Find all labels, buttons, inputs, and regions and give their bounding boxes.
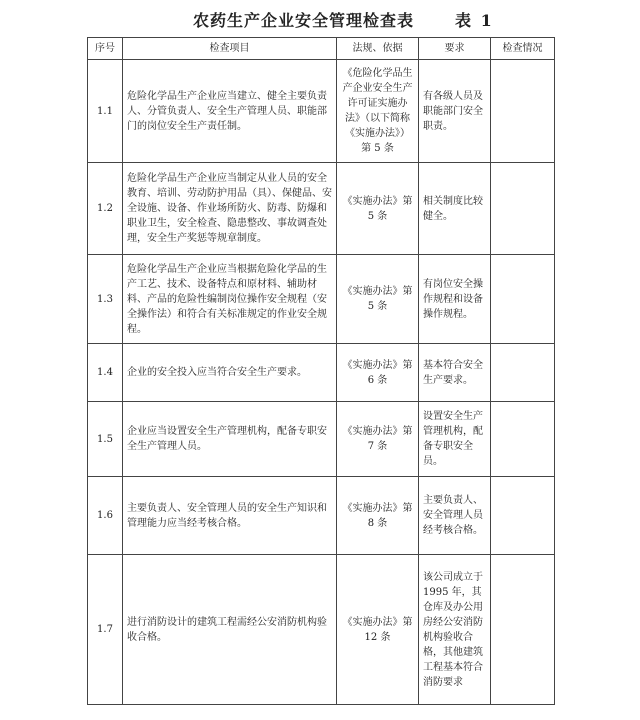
safety-check-table	[87, 37, 555, 705]
row-law: 《实施办法》第 5 条	[337, 255, 419, 344]
row-law: 《实施办法》第 6 条	[337, 344, 419, 402]
header-row	[88, 38, 555, 60]
table-row	[88, 163, 555, 255]
header-no: 序号	[88, 38, 123, 60]
row-no: 1.4	[88, 344, 123, 402]
row-result-cell[interactable]	[491, 60, 555, 163]
row-no: 1.6	[88, 477, 123, 555]
table-row	[88, 555, 555, 705]
table-row	[88, 344, 555, 402]
row-requirement: 基本符合安全生产要求。	[419, 344, 491, 402]
row-item: 企业的安全投入应当符合安全生产要求。	[123, 344, 337, 402]
header-requirement: 要求	[419, 38, 491, 60]
row-item: 危险化学品生产企业应当制定从业人员的安全教育、培训、劳动防护用品（具）、保健品、安全设施、设备、作业场所防火、防毒、防爆和职业卫生，安全检查、隐患整改、事故调查处理，安全生产奖惩等规章制度。	[123, 163, 337, 255]
row-law: 《实施办法》第 7 条	[337, 402, 419, 477]
row-item: 企业应当设置安全生产管理机构，配备专职安全生产管理人员。	[123, 402, 337, 477]
row-item: 危险化学品生产企业应当建立、健全主要负责人、分管负责人、安全生产管理人员、职能部门的岗位安全生产责任制。	[123, 60, 337, 163]
row-law: 《危险化学品生产企业安全生产许可证实施办法》（以下简称《实施办法》）第 5 条	[337, 60, 419, 163]
row-result-cell[interactable]	[491, 255, 555, 344]
row-law: 《实施办法》第 5 条	[337, 163, 419, 255]
table-row	[88, 477, 555, 555]
table-row	[88, 255, 555, 344]
document-title: 农药生产企业安全管理检查表	[193, 11, 415, 30]
row-no: 1.1	[88, 60, 123, 163]
row-result-cell[interactable]	[491, 163, 555, 255]
title-row	[0, 8, 640, 32]
row-no: 1.5	[88, 402, 123, 477]
row-law: 《实施办法》第 8 条	[337, 477, 419, 555]
row-no: 1.3	[88, 255, 123, 344]
row-requirement: 有岗位安全操作规程和设备操作规程。	[419, 255, 491, 344]
table-number: 表 1	[455, 11, 494, 30]
row-requirement: 有各级人员及职能部门安全职责。	[419, 60, 491, 163]
row-item: 进行消防设计的建筑工程需经公安消防机构验收合格。	[123, 555, 337, 705]
table-row	[88, 402, 555, 477]
row-item: 主要负责人、安全管理人员的安全生产知识和管理能力应当经考核合格。	[123, 477, 337, 555]
header-result: 检查情况	[491, 38, 555, 60]
row-result-cell[interactable]	[491, 402, 555, 477]
header-item: 检查项目	[123, 38, 337, 60]
row-law: 《实施办法》第 12 条	[337, 555, 419, 705]
row-result-cell[interactable]	[491, 344, 555, 402]
row-requirement: 相关制度比较健全。	[419, 163, 491, 255]
row-no: 1.7	[88, 555, 123, 705]
header-law: 法规、依据	[337, 38, 419, 60]
row-requirement: 设置安全生产管理机构，配备专职安全员。	[419, 402, 491, 477]
row-result-cell[interactable]	[491, 477, 555, 555]
row-requirement: 主要负责人、安全管理人员经考核合格。	[419, 477, 491, 555]
table-row	[88, 60, 555, 163]
row-item: 危险化学品生产企业应当根据危险化学品的生产工艺、技术、设备特点和原材料、辅助材料、产品的危险性编制岗位操作安全规程（安全操作法）和符合有关标准规定的作业安全规程。	[123, 255, 337, 344]
row-no: 1.2	[88, 163, 123, 255]
row-requirement: 该公司成立于 1995 年，其仓库及办公用房经公安消防机构验收合格，其他建筑工程基本符合消防要求	[419, 555, 491, 705]
row-result-cell[interactable]	[491, 555, 555, 705]
